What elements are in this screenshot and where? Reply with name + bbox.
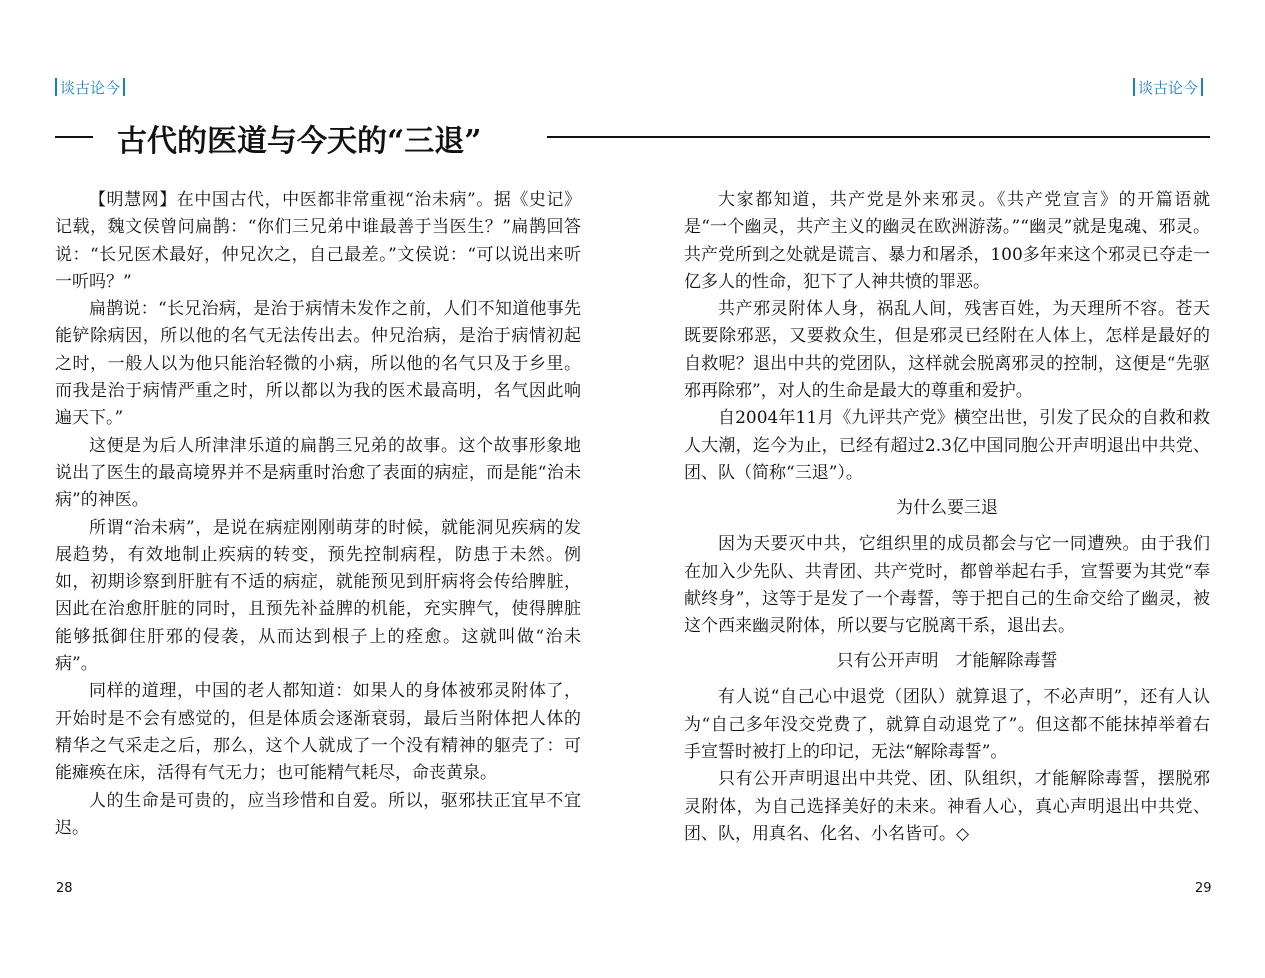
left-paragraph-4: 所谓“治未病”，是说在病症刚刚萌芽的时候，就能洞见疾病的发展趋势，有效地制止疾病的转变，预先控制病程，防患于未然。例如，初期诊察到肝脏有不适的病症，就能预见到肝病将会传给脾脏，因此在治愈肝脏的同时，且预先补益脾的机能，充实脾气，使得脾脏能够抵御住肝邪的侵袭，从而达到根子上的痊愈。这就叫做“治未病”。 (55, 517, 581, 675)
left-paragraph-1: 【明慧网】在中国古代，中医都非常重视“治未病”。据《史记》记载，魏文侯曾问扁鹊：“你们三兄弟中谁最善于当医生？”扁鹊回答说：“长兄医术最好，仲兄次之，自己最差。”文侯说：“可以说出来听一听吗？” (55, 190, 581, 292)
right-paragraph-5: 有人说“自己心中退党（团队）就算退了，不必声明”，还有人认为“自己多年没交党费了，就算自动退党了”。但这都不能抹掉举着右手宣誓时被打上的印记，无法“解除毒誓”。 (684, 687, 1210, 763)
right-paragraph-3: 自2004年11月《九评共产党》横空出世，引发了民众的自救和救人大潮，迄今为止，已经有超过2.3亿中国同胞公开声明退出中共党、团、队（简称“三退”）。 (684, 408, 1210, 483)
subheading-why-three-quits: 为什么要三退 (896, 498, 998, 519)
right-paragraph-1: 大家都知道，共产党是外来邪灵。《共产党宣言》的开篇语就是“一个幽灵，共产主义的幽灵在欧洲游荡。”“幽灵”就是鬼魂、邪灵。共产党所到之处就是谎言、暴力和屠杀，100多年来这个邪灵已夺走一亿多人的性命，犯下了人神共愤的罪恶。 (684, 190, 1210, 292)
tag-bar-left-close (123, 78, 125, 96)
tag-bar-right-close (1201, 78, 1203, 96)
page-number-right: 29 (1195, 881, 1212, 896)
page-number-left: 28 (56, 881, 73, 896)
title-trail-rule (547, 136, 1210, 138)
section-tag-right (1130, 77, 1206, 99)
right-paragraph-4: 因为天要灭中共，它组织里的成员都会与它一同遭殃。由于我们在加入少先队、共青团、共产党时，都曾举起右手，宣誓要为其党“奉献终身”，这等于是发了一个毒誓，等于把自己的生命交给了幽灵，被这个西来幽灵附体，所以要与它脱离干系，退出去。 (684, 534, 1210, 637)
article-title: 古代的医道与今天的“三退” (117, 124, 482, 159)
section-tag-left-text: 谈古论今 (60, 79, 121, 97)
left-paragraph-2: 扁鹊说：“长兄治病，是治于病情未发作之前，人们不知道他事先能铲除病因，所以他的名气无法传出去。仲兄治病，是治于病情初起之时，一般人以为他只能治轻微的小病，所以他的名气只及于乡里。而我是治于病情严重之时，所以都以为我的医术最高明，名气因此响遍天下。” (55, 299, 581, 429)
left-paragraph-6: 人的生命是可贵的，应当珍惜和自爱。所以，驱邪扶正宜早不宜迟。 (55, 790, 581, 838)
title-lead-rule (55, 136, 93, 138)
left-column (55, 187, 581, 842)
left-paragraph-3: 这便是为后人所津津乐道的扁鹊三兄弟的故事。这个故事形象地说出了医生的最高境界并不是病重时治愈了表面的病症，而是能“治未病”的神医。 (55, 435, 581, 511)
tag-bar-right-open (1133, 78, 1135, 96)
left-paragraph-5: 同样的道理，中国的老人都知道：如果人的身体被邪灵附体了，开始时是不会有感觉的，但是体质会逐渐衰弱，最后当附体把人体的精华之气采走之后，那么，这个人就成了一个没有精神的躯壳了：可能瘫痪在床，活得有气无力；也可能精气耗尽，命丧黄泉。 (55, 681, 581, 784)
subheading-public-declaration: 只有公开声明 才能解除毒誓 (836, 651, 1058, 672)
section-tag-right-text: 谈古论今 (1138, 79, 1199, 97)
right-paragraph-6: 只有公开声明退出中共党、团、队组织，才能解除毒誓，摆脱邪灵附体，为自己选择美好的未来。神看人心，真心声明退出中共党、团、队，用真名、化名、小名皆可。◇ (684, 769, 1210, 844)
right-paragraph-2: 共产邪灵附体人身，祸乱人间，残害百姓，为天理所不容。苍天既要除邪恶，又要救众生，但是邪灵已经附在人体上，怎样是最好的自救呢？退出中共的党团队，这样就会脱离邪灵的控制，这便是“先驱邪再除邪”，对人的生命是最大的尊重和爱护。 (684, 299, 1210, 402)
section-tag-left (52, 77, 128, 99)
title-row (55, 112, 1210, 162)
right-column (684, 187, 1210, 848)
tag-bar-left-open (55, 78, 57, 96)
